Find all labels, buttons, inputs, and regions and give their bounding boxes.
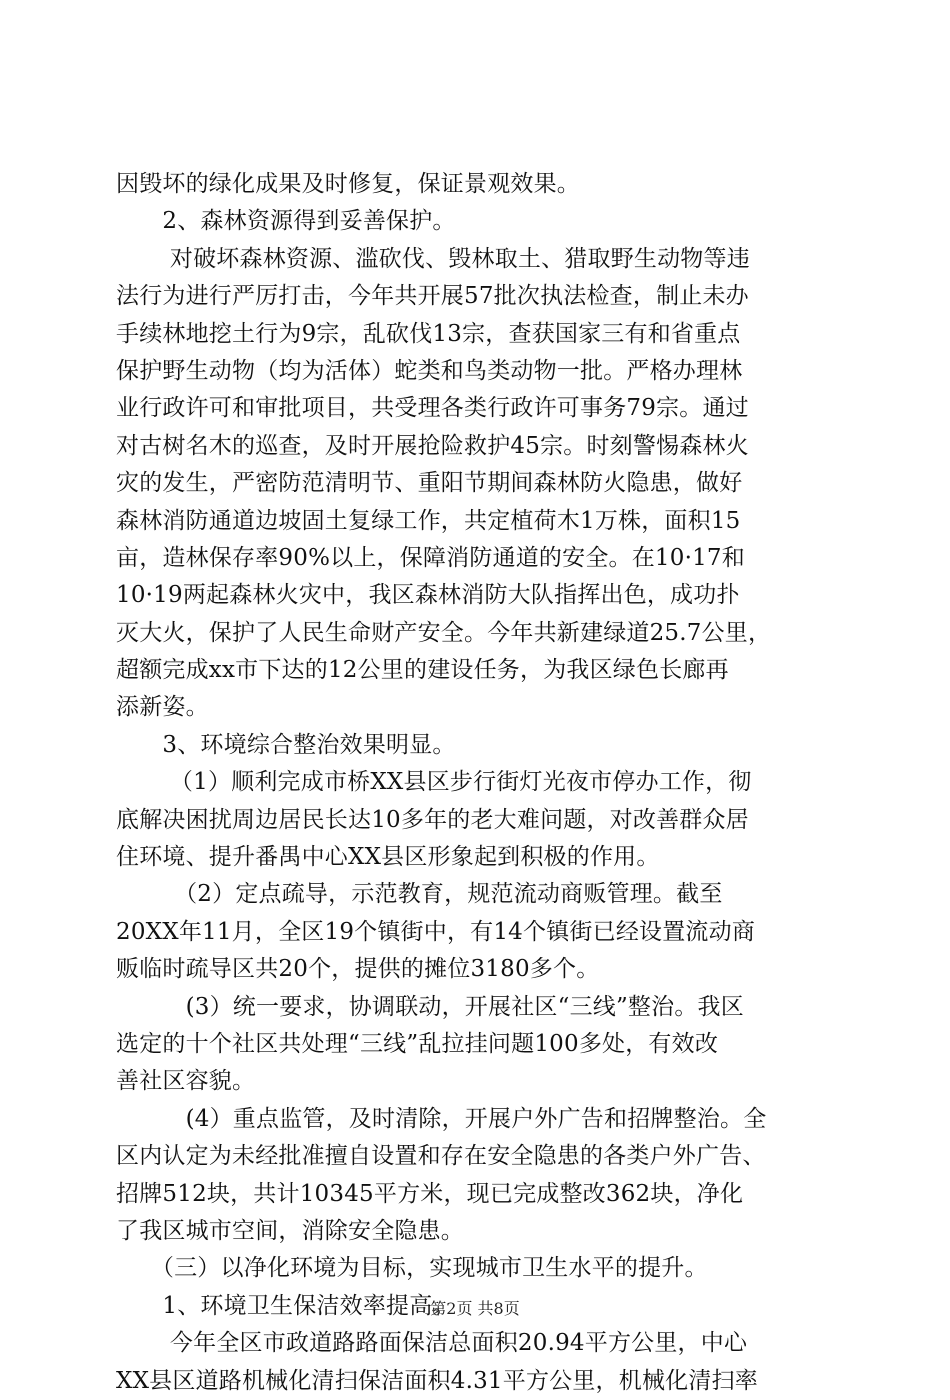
text-line: 底解决困扰周边居民长达10多年的老大难问题，对改善群众居 [116, 806, 749, 833]
text-line: （2）定点疏导，示范教育，规范流动商贩管理。截至 [116, 881, 723, 908]
text-line: 10·19两起森林火灾中，我区森林消防大队指挥出色，成功扑 [116, 582, 740, 609]
text-line: 添新姿。 [116, 694, 209, 721]
text-line: 灾的发生，严密防范清明节、重阳节期间森林防火隐患，做好 [116, 470, 743, 497]
text-line: 招牌512块，共计10345平方米，现已完成整改362块，净化 [116, 1180, 744, 1207]
text-line: 森林消防通道边坡固土复绿工作，共定植荷木1万株，面积15 [116, 507, 741, 534]
body-text [116, 166, 834, 1400]
text-line: 灭大火，保护了人民生命财产安全。今年共新建绿道25.7公里， [116, 619, 772, 646]
page-number-footer: 第2页 共8页 [430, 1299, 520, 1318]
text-line: 业行政许可和审批项目，共受理各类行政许可事务79宗。通过 [116, 395, 749, 422]
text-line: 2、森林资源得到妥善保护。 [116, 208, 456, 235]
text-line: 法行为进行严厉打击，今年共开展57批次执法检查，制止未办 [116, 283, 749, 310]
text-line: 对破坏森林资源、滥砍伐、毁林取土、猎取野生动物等违 [116, 245, 750, 272]
text-line: （三）以净化环境为目标，实现城市卫生水平的提升。 [116, 1255, 708, 1282]
text-line: 对古树名木的巡查，及时开展抢险救护45宗。时刻警惕森林火 [116, 432, 749, 459]
text-line: 今年全区市政道路路面保洁总面积20.94平方公里，中心 [116, 1330, 748, 1357]
text-line: 了我区城市空间，消除安全隐患。 [116, 1217, 464, 1244]
text-line: 贩临时疏导区共20个，提供的摊位3180多个。 [116, 956, 600, 983]
text-line: (3）统一要求，协调联动，开展社区“三线”整治。我区 [116, 993, 744, 1020]
text-line: 1、环境卫生保洁效率提高。 [116, 1292, 456, 1319]
text-line: 住环境、提升番禺中心XX县区形象起到积极的作用。 [116, 844, 660, 871]
text-line: 3、环境综合整治效果明显。 [116, 731, 456, 758]
text-line: 手续林地挖土行为9宗，乱砍伐13宗，查获国家三有和省重点 [116, 320, 741, 347]
text-line: 因毁坏的绿化成果及时修复，保证景观效果。 [116, 171, 580, 197]
text-line: 亩，造林保存率90%以上，保障消防通道的安全。在10·17和 [116, 544, 745, 571]
text-line: 20XX年11月，全区19个镇街中，有14个镇街已经设置流动商 [116, 918, 756, 945]
text-line: 保护野生动物（均为活体）蛇类和鸟类动物一批。严格办理林 [116, 357, 743, 384]
text-line: 善社区容貌。 [116, 1068, 256, 1095]
text-line: 区内认定为未经批准擅自设置和存在安全隐患的各类户外广告、 [116, 1143, 766, 1170]
text-line: 超额完成xx市下达的12公里的建设任务，为我区绿色长廊再 [116, 657, 729, 684]
text-line: （1）顺利完成市桥XX县区步行街灯光夜市停办工作，彻 [116, 769, 752, 796]
text-line: XX县区道路机械化清扫保洁面积4.31平方公里，机械化清扫率 [116, 1367, 758, 1394]
text-line: (4）重点监管，及时清除，开展户外广告和招牌整治。全 [116, 1105, 767, 1132]
text-line: 选定的十个社区共处理“三线”乱拉挂问题100多处，有效改 [116, 1030, 719, 1057]
